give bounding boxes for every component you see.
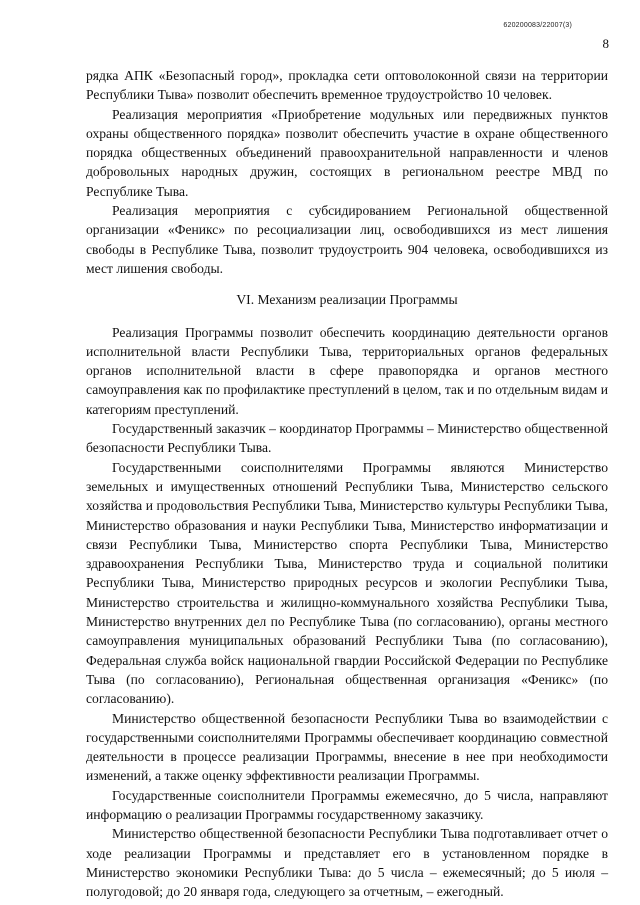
document-body (86, 66, 608, 901)
paragraph: Государственные соисполнители Программы ежемесячно, до 5 числа, направляют информацию о реализации Программы государственному заказчику. (86, 787, 608, 822)
paragraph: Государственный заказчик – координатор Программы – Министерство общественной безопасности Республики Тыва. (86, 421, 608, 456)
paragraph: Реализация мероприятия «Приобретение модульных или передвижных пунктов охраны общественного порядка» позволит обеспечить участие в охране общественного порядка общественных объединений правоохранительной направленности и членов добровольных народных дружин, состоящих в региональном реестре МВД по Республике Тыва. (86, 106, 608, 199)
paragraph: Министерство общественной безопасности Республики Тыва во взаимодействии с государственными соисполнителями Программы обеспечивает координацию совместной деятельности в процессе реализации Программы, внесение в нее при необходимости изменений, а также оценку эффективности реализации Программы. (86, 710, 608, 784)
paragraph: Реализация мероприятия с субсидированием Региональной общественной организации «Феникс» по ресоциализации лиц, освободившихся из мест лишения свободы в Республике Тыва, позволит трудоустроить 904 человека, освободившихся из мест лишения свободы. (86, 203, 608, 276)
paragraph-continuation: рядка АПК «Безопасный город», прокладка сети оптоволоконной связи на территории Республики Тыва» позволит обеспечить временное трудоустройство 10 человек. (86, 68, 608, 103)
page-number: 8 (602, 36, 609, 51)
paragraph: Реализация Программы позволит обеспечить координацию деятельности органов исполнительной власти Республики Тыва, территориальных органов федеральных органов исполнительной власти в сфере правопорядка и органов местного самоуправления как по профилактике преступлений в целом, так и по отдельным видам и категориям преступлений. (86, 324, 608, 417)
section-heading: VI. Механизм реализации Программы (236, 292, 458, 308)
document-code: 620200083/22007(3) (503, 22, 572, 29)
paragraph: Министерство общественной безопасности Республики Тыва подготавливает отчет о ходе реализации Программы и представляет его в установленном порядке в Министерство экономики Республики Тыва: до 5 числа – ежемесячный; до 5 июля – полугодовой; до 20 января года, следующего за отчетным, – ежегодный. (86, 826, 608, 900)
paragraph: Государственными соисполнителями Программы являются Министерство земельных и имущественных отношений Республики Тыва, Министерство сельского хозяйства и продовольствия Республики Тыва, Министерство культуры Республики Тыва, Министерство образования и науки Республики Тыва, Министерство информатизации и связи Республики Тыва, Министерство спорта Республики Тыва, Министерство здравоохранения Республики Тыва, Министерство труда и социальной политики Республики Тыва, Министерство природных ресурсов и экологии Республики Тыва, Министерство строительства и жилищно-коммунального хозяйства Республики Тыва, Министерство внутренних дел по Республике Тыва (по согласованию), органы местного самоуправления муниципальных образований Республики Тыва (по согласованию), Федеральная служба войск национальной гвардии Российской Федерации по Республике Тыва (по согласованию), Региональная общественная организация «Феникс» (по согласованию). (86, 459, 608, 707)
